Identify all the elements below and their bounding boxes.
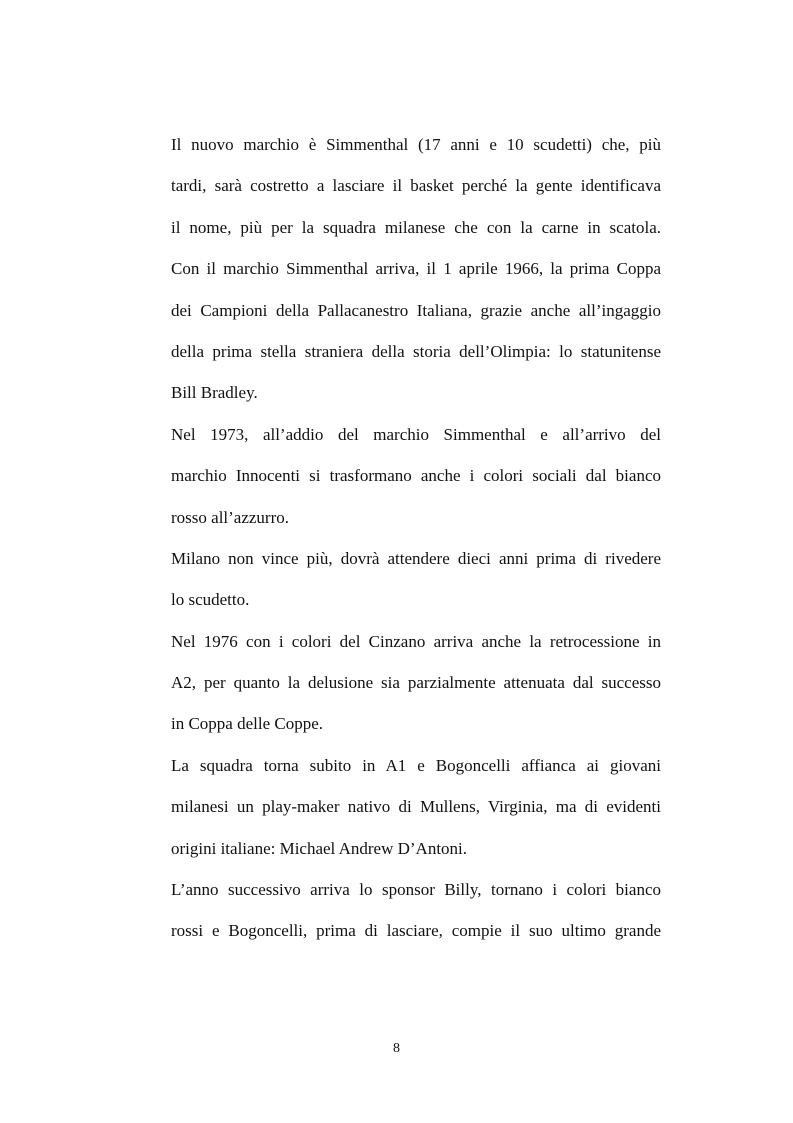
text-line: Il nuovo marchio è Simmenthal (17 anni e 10 scudetti) che, più <box>171 135 661 154</box>
text-line: Bill Bradley. <box>171 383 258 403</box>
text-line: origini italiane: Michael Andrew D’Antoni. <box>171 838 468 858</box>
text-line: rossi e Bogoncelli, prima di lasciare, compie il suo ultimo grande <box>171 921 661 941</box>
text-line: della prima stella straniera della storia dell’Olimpia: lo statunitense <box>171 341 661 361</box>
text-line: rosso all’azzurro. <box>171 507 290 527</box>
page-number: 8 <box>393 1041 400 1056</box>
body-text <box>171 124 661 952</box>
text-line: Nel 1976 con i colori del Cinzano arriva anche la retrocessione in <box>171 631 661 651</box>
text-line: Con il marchio Simmenthal arriva, il 1 aprile 1966, la prima Coppa <box>171 259 661 279</box>
text-line: marchio Innocenti si trasformano anche i colori sociali dal bianco <box>171 466 661 486</box>
text-line: tardi, sarà costretto a lasciare il basket perché la gente identificava <box>171 176 661 196</box>
text-line: dei Campioni della Pallacanestro Italiana, grazie anche all’ingaggio <box>171 300 661 320</box>
text-line: Milano non vince più, dovrà attendere dieci anni prima di rivedere <box>171 548 661 568</box>
text-line: A2, per quanto la delusione sia parzialmente attenuata dal successo <box>171 673 661 693</box>
text-line: milanesi un play-maker nativo di Mullens, Virginia, ma di evidenti <box>171 797 661 817</box>
text-line: Nel 1973, all’addio del marchio Simmenthal e all’arrivo del <box>171 424 661 444</box>
text-line: il nome, più per la squadra milanese che con la carne in scatola. <box>171 217 661 237</box>
text-line: in Coppa delle Coppe. <box>171 714 324 734</box>
text-line: lo scudetto. <box>171 590 250 610</box>
text-line: La squadra torna subito in A1 e Bogoncelli affianca ai giovani <box>171 755 661 775</box>
text-line: L’anno successivo arriva lo sponsor Billy, tornano i colori bianco <box>171 880 661 900</box>
